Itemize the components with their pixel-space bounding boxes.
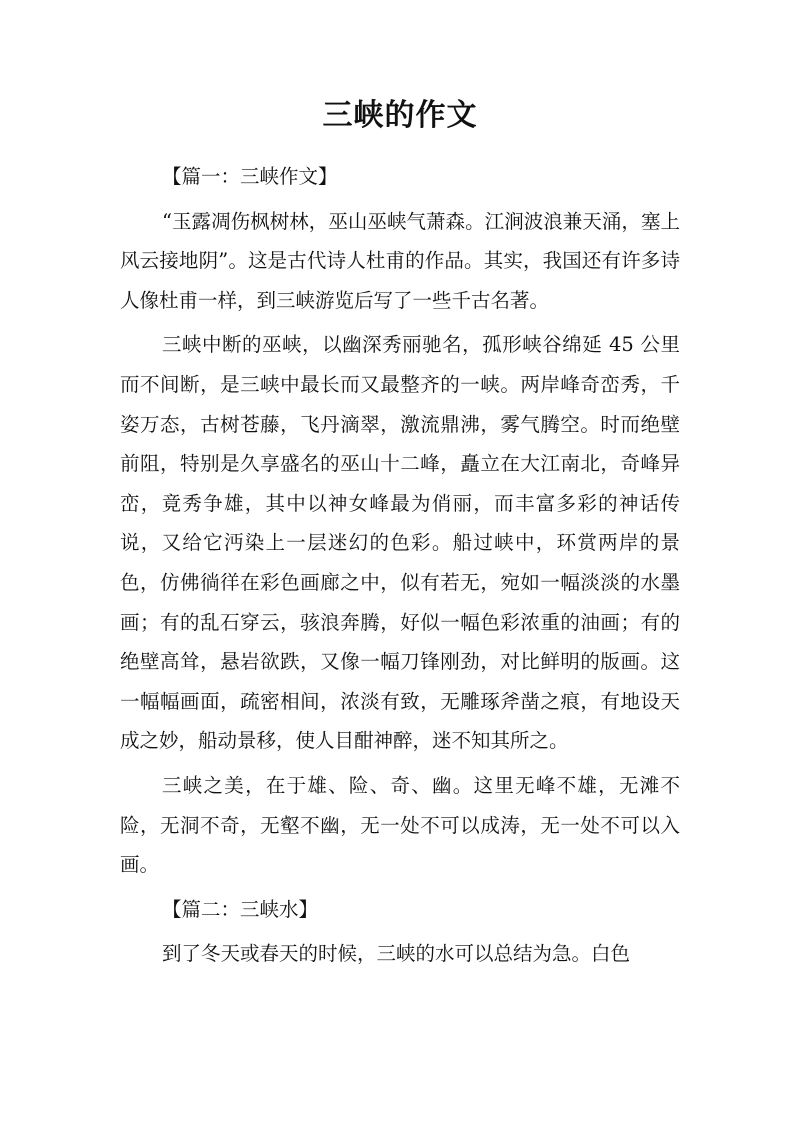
- section-heading: 【篇一：三峡作文】: [162, 165, 338, 188]
- document-body: [120, 157, 680, 974]
- paragraph: 到了冬天或春天的时候，三峡的水可以总结为急。白色: [162, 942, 631, 966]
- section-heading: 【篇二：三峡水】: [162, 897, 319, 921]
- document-title: 三峡的作文: [322, 98, 478, 133]
- paragraph: 三峡之美，在于雄、险、奇、幽。这里无峰不雄，无滩不险，无洞不奇，无壑不幽，无一处不可以成涛，无一处不可以入画。: [120, 773, 680, 877]
- paragraph: 三峡中断的巫峡，以幽深秀丽驰名，孤形峡谷绵延 45 公里而不间断，是三峡中最长而又最整齐的一峡。两岸峰奇峦秀，千姿万态，古树苍藤，飞丹滴翠，激流鼎沸，雾气腾空。时而绝壁前阻，特别是久享盛名的巫山十二峰，矗立在大江南北，奇峰异峦，竟秀争雄，其中以神女峰最为俏丽，而丰富多彩的神话传说，又给它沔染上一层迷幻的色彩。船过峡中，环赏两岸的景色，仿佛徜徉在彩色画廊之中，似有若无，宛如一幅淡淡的水墨画；有的乱石穿云，骇浪奔腾，好似一幅色彩浓重的油画；有的绝壁高耸，悬岩欲跌，又像一幅刀锋刚劲，对比鲜明的版画。这一幅幅画面，疏密相间，浓淡有致，无雕琢斧凿之痕，有地设天成之妙，船动景移，使人目酣神醉，迷不知其所之。: [120, 333, 680, 753]
- paragraph: “玉露凋伤枫树林，巫山巫峡气萧森。江涧波浪兼天涌，塞上风云接地阴”。这是古代诗人杜甫的作品。其实，我国还有许多诗人像杜甫一样，到三峡游览后写了一些千古名著。: [120, 209, 680, 312]
